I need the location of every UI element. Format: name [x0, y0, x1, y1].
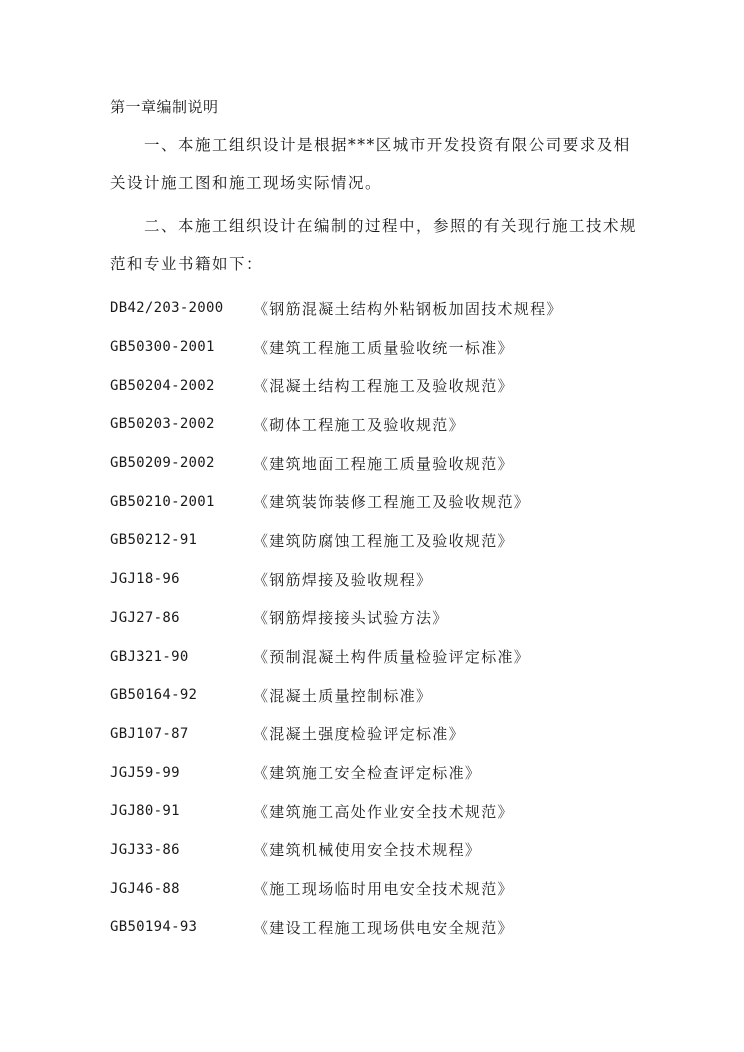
standards-list: [110, 289, 563, 947]
standard-row: [110, 366, 563, 405]
standard-row: [110, 831, 563, 870]
standard-title: 《钢筋混凝土结构外粘钢板加固技术规程》: [253, 299, 563, 318]
standard-title: 《钢筋焊接及验收规程》: [253, 570, 433, 589]
standard-code: JGJ27-86: [110, 609, 180, 626]
intro-paragraph-1-text: 一、本施工组织设计是根据***区城市开发投资有限公司要求及相关设计施工图和施工现场实际情况。: [110, 136, 631, 192]
standard-row: [110, 908, 563, 947]
standard-code: GB50209-2002: [110, 455, 215, 472]
standard-title: 《钢筋焊接接头试验方法》: [253, 609, 449, 628]
standard-row: [110, 482, 563, 521]
chapter-heading: 第一章编制说明: [110, 98, 219, 116]
standard-code: JGJ33-86: [110, 841, 180, 858]
standard-code: GBJ321-90: [110, 648, 189, 665]
standard-row: [110, 328, 563, 367]
standard-title: 《混凝土强度检验评定标准》: [253, 725, 465, 744]
standard-code: GB50203-2002: [110, 416, 215, 433]
standard-row: [110, 637, 563, 676]
standard-code: GB50212-91: [110, 532, 198, 549]
standard-code: GB50204-2002: [110, 377, 215, 394]
standard-title: 《建筑机械使用安全技术规程》: [253, 841, 482, 860]
standard-title: 《建设工程施工现场供电安全规范》: [253, 918, 514, 937]
standard-title: 《预制混凝土构件质量检验评定标准》: [253, 648, 531, 667]
standard-title: 《施工现场临时用电安全技术规范》: [253, 880, 514, 899]
standard-row: [110, 405, 563, 444]
standard-row: [110, 753, 563, 792]
standard-row: [110, 444, 563, 483]
standard-code: GB50194-93: [110, 919, 198, 936]
standard-row: [110, 521, 563, 560]
standard-code: JGJ46-88: [110, 880, 180, 897]
standard-row: [110, 715, 563, 754]
standard-row: [110, 869, 563, 908]
intro-paragraph-1: [110, 126, 640, 202]
standard-title: 《建筑防腐蚀工程施工及验收规范》: [253, 531, 514, 550]
standard-code: GB50210-2001: [110, 493, 215, 510]
standard-title: 《混凝土质量控制标准》: [253, 686, 433, 705]
standard-title: 《混凝土结构工程施工及验收规范》: [253, 377, 514, 396]
standard-title: 《建筑装饰装修工程施工及验收规范》: [253, 493, 531, 512]
standard-title: 《建筑施工安全检查评定标准》: [253, 764, 482, 783]
standard-code: JGJ80-91: [110, 803, 180, 820]
standard-row: [110, 599, 563, 638]
intro-paragraph-2-text: 二、本施工组织设计在编制的过程中，参照的有关现行施工技术规范和专业书籍如下：: [110, 217, 638, 273]
standard-row: [110, 560, 563, 599]
standard-row: [110, 289, 563, 328]
standard-row: [110, 676, 563, 715]
standard-code: JGJ18-96: [110, 571, 180, 588]
standard-code: JGJ59-99: [110, 764, 180, 781]
standard-title: 《建筑施工高处作业安全技术规范》: [253, 802, 514, 821]
intro-paragraph-2: [110, 207, 640, 283]
standard-code: GB50164-92: [110, 687, 198, 704]
standard-code: DB42/203-2000: [110, 300, 224, 317]
standard-code: GB50300-2001: [110, 339, 215, 356]
standard-title: 《建筑地面工程施工质量验收规范》: [253, 454, 514, 473]
standard-title: 《砌体工程施工及验收规范》: [253, 415, 465, 434]
standard-title: 《建筑工程施工质量验收统一标准》: [253, 338, 514, 357]
standard-code: GBJ107-87: [110, 725, 189, 742]
standard-row: [110, 792, 563, 831]
